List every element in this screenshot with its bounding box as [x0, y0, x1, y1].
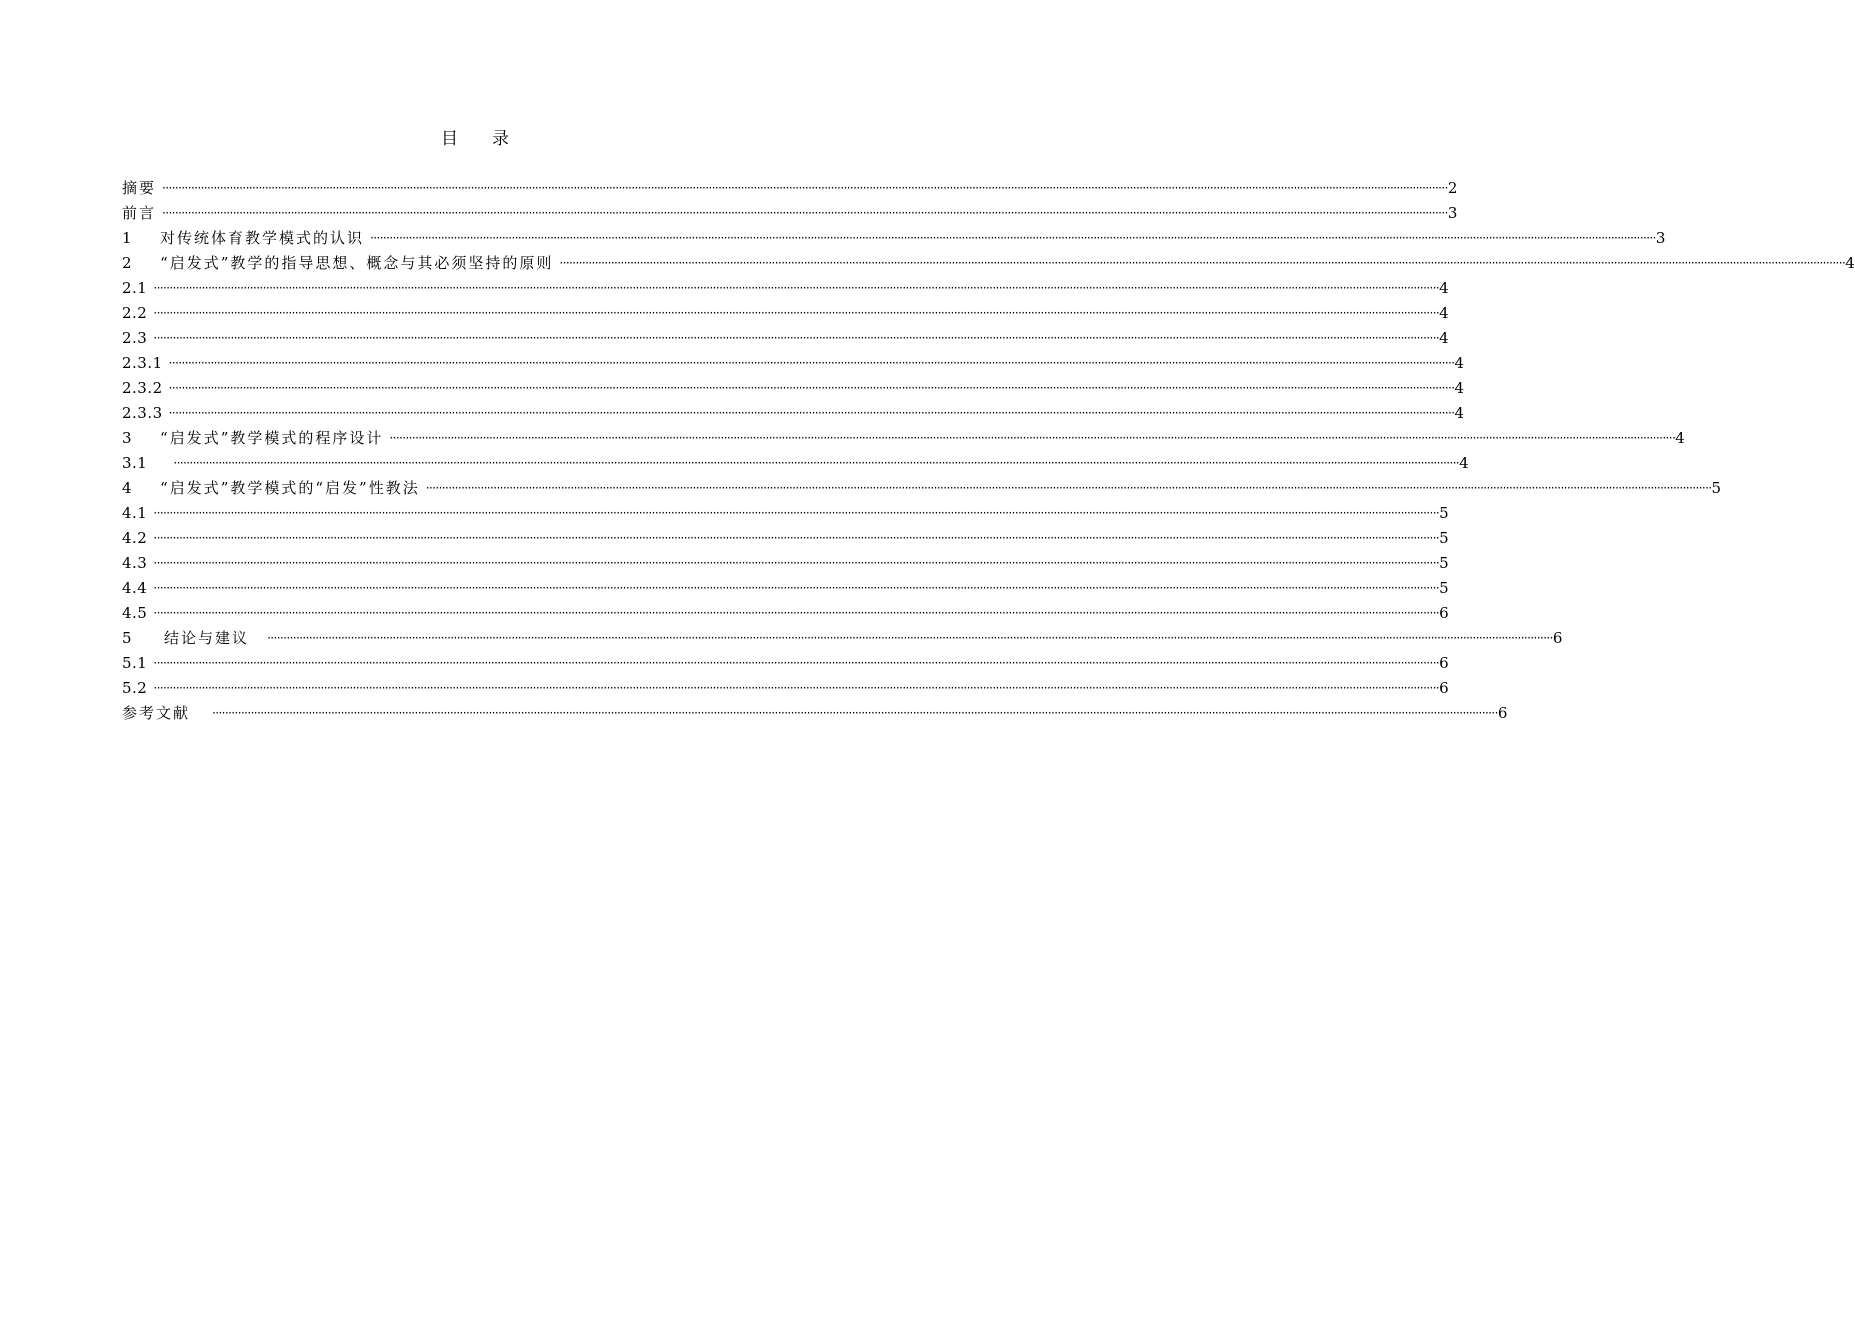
toc-entry-number: 2.2: [122, 304, 148, 322]
toc-entry-number: 3.1: [122, 454, 148, 472]
toc-dot-leader: ················································································································································································································································································································································································································: [153, 606, 1440, 620]
toc-entry[interactable]: [122, 526, 1449, 551]
toc-entry[interactable]: [122, 576, 1449, 601]
table-of-contents: [122, 176, 1855, 726]
toc-page-number: 4: [1675, 429, 1685, 447]
toc-entry-title: “启发式”教学模式的程序设计: [160, 429, 384, 447]
toc-page-number: 6: [1497, 704, 1508, 722]
toc-dot-leader: ················································································································································································································································································································································································································: [153, 581, 1440, 595]
toc-entry[interactable]: [122, 501, 1449, 526]
toc-entry[interactable]: [122, 476, 1722, 501]
toc-dot-leader: ················································································································································································································································································································································································································: [168, 406, 1455, 420]
toc-page-number: 3: [1655, 229, 1666, 247]
toc-dot-leader: ················································································································································································································································································································································································································: [425, 481, 1712, 495]
toc-entry-number: 1: [122, 229, 133, 247]
toc-page-number: 5: [1711, 479, 1722, 497]
toc-entry-number: 4.1: [122, 504, 148, 522]
toc-page-number: 4: [1454, 404, 1465, 422]
toc-entry[interactable]: [122, 401, 1465, 426]
toc-page-number: 4: [1459, 454, 1469, 472]
toc-page-number: 3: [1447, 204, 1458, 222]
toc-entry[interactable]: [122, 351, 1465, 376]
toc-entry[interactable]: [122, 376, 1465, 401]
toc-entry[interactable]: [122, 701, 1508, 726]
toc-entry-number: 2.3.3: [122, 404, 163, 422]
toc-dot-leader: ················································································································································································································································································································································································································: [162, 206, 1448, 220]
toc-entry[interactable]: [122, 676, 1449, 701]
toc-page-number: 4: [1439, 304, 1449, 322]
toc-entry-number: 4: [122, 479, 133, 497]
toc-page-number: 6: [1439, 679, 1449, 697]
toc-entry[interactable]: [122, 451, 1469, 476]
toc-dot-leader: ················································································································································································································································································································································································································: [153, 506, 1440, 520]
toc-entry[interactable]: [122, 176, 1458, 201]
toc-entry[interactable]: [122, 276, 1449, 301]
toc-entry-number: 4.3: [122, 554, 148, 572]
toc-page-number: 5: [1439, 579, 1449, 597]
toc-page-number: 4: [1454, 354, 1465, 372]
toc-dot-leader: ················································································································································································································································································································································································································: [559, 256, 1846, 270]
toc-entry-number: 4.4: [122, 579, 148, 597]
toc-dot-leader: ················································································································································································································································································································································································································: [168, 356, 1455, 370]
toc-entry-number: 4.5: [122, 604, 148, 622]
toc-entry-number: 2.3.1: [122, 354, 163, 372]
toc-entry-number: 4.2: [122, 529, 148, 547]
toc-entry-number: 2.1: [122, 279, 148, 297]
toc-page-number: 6: [1439, 604, 1449, 622]
toc-entry-title: “启发式”教学模式的“启发”性教法: [160, 479, 420, 497]
toc-entry-title: 对传统体育教学模式的认识: [160, 229, 365, 247]
toc-page-number: 4: [1439, 279, 1449, 297]
toc-entry-number: 5.1: [122, 654, 148, 672]
toc-page-number: 4: [1439, 329, 1449, 347]
toc-entry[interactable]: [122, 251, 1855, 276]
toc-entry-title: 参考文献: [122, 704, 191, 722]
toc-entry[interactable]: [122, 551, 1449, 576]
toc-entry-title: “启发式”教学的指导思想、概念与其必须坚持的原则: [160, 254, 554, 272]
toc-dot-leader: ················································································································································································································································································································································································································: [153, 281, 1440, 295]
toc-entry-number: 5: [122, 629, 133, 647]
toc-entry[interactable]: [122, 601, 1449, 626]
toc-dot-leader: ················································································································································································································································································································································································································: [153, 531, 1440, 545]
toc-entry-number: 3: [122, 429, 133, 447]
toc-entry[interactable]: [122, 426, 1685, 451]
toc-dot-leader: ················································································································································································································································································································································································································: [173, 456, 1460, 470]
toc-dot-leader: ················································································································································································································································································································································································································: [370, 231, 1656, 245]
toc-page-number: 4: [1845, 254, 1855, 272]
toc-entry-title: 摘要: [122, 179, 157, 197]
toc-dot-leader: ················································································································································································································································································································································································································: [153, 656, 1440, 670]
toc-dot-leader: ················································································································································································································································································································································································································: [162, 181, 1448, 195]
toc-entry-number: 2.3.2: [122, 379, 163, 397]
page-title: 目 录: [441, 129, 509, 149]
toc-dot-leader: ················································································································································································································································································································································································································: [153, 556, 1440, 570]
toc-entry[interactable]: [122, 626, 1563, 651]
toc-page-number: 5: [1439, 554, 1449, 572]
toc-dot-leader: ················································································································································································································································································································································································································: [153, 681, 1440, 695]
toc-entry[interactable]: [122, 226, 1666, 251]
toc-entry[interactable]: [122, 326, 1449, 351]
toc-entry-number: 2.3: [122, 329, 148, 347]
toc-entry-number: 5.2: [122, 679, 148, 697]
toc-dot-leader: ················································································································································································································································································································································································································: [212, 706, 1498, 720]
toc-dot-leader: ················································································································································································································································································································································································································: [168, 381, 1455, 395]
toc-page-number: 4: [1454, 379, 1465, 397]
toc-page-number: 2: [1447, 179, 1458, 197]
toc-entry-title: 结论与建议: [164, 629, 250, 647]
toc-entry-title: 前言: [122, 204, 157, 222]
toc-dot-leader: ················································································································································································································································································································································································································: [267, 631, 1553, 645]
toc-entry[interactable]: [122, 651, 1449, 676]
toc-page-number: 6: [1552, 629, 1563, 647]
toc-page-number: 5: [1439, 529, 1449, 547]
toc-entry[interactable]: [122, 301, 1449, 326]
toc-entry-number: 2: [122, 254, 133, 272]
toc-page-number: 6: [1439, 654, 1449, 672]
toc-dot-leader: ················································································································································································································································································································································································································: [153, 306, 1440, 320]
toc-dot-leader: ················································································································································································································································································································································································································: [153, 331, 1440, 345]
toc-dot-leader: ················································································································································································································································································································································································································: [389, 431, 1676, 445]
toc-page-number: 5: [1439, 504, 1449, 522]
toc-entry[interactable]: [122, 201, 1458, 226]
